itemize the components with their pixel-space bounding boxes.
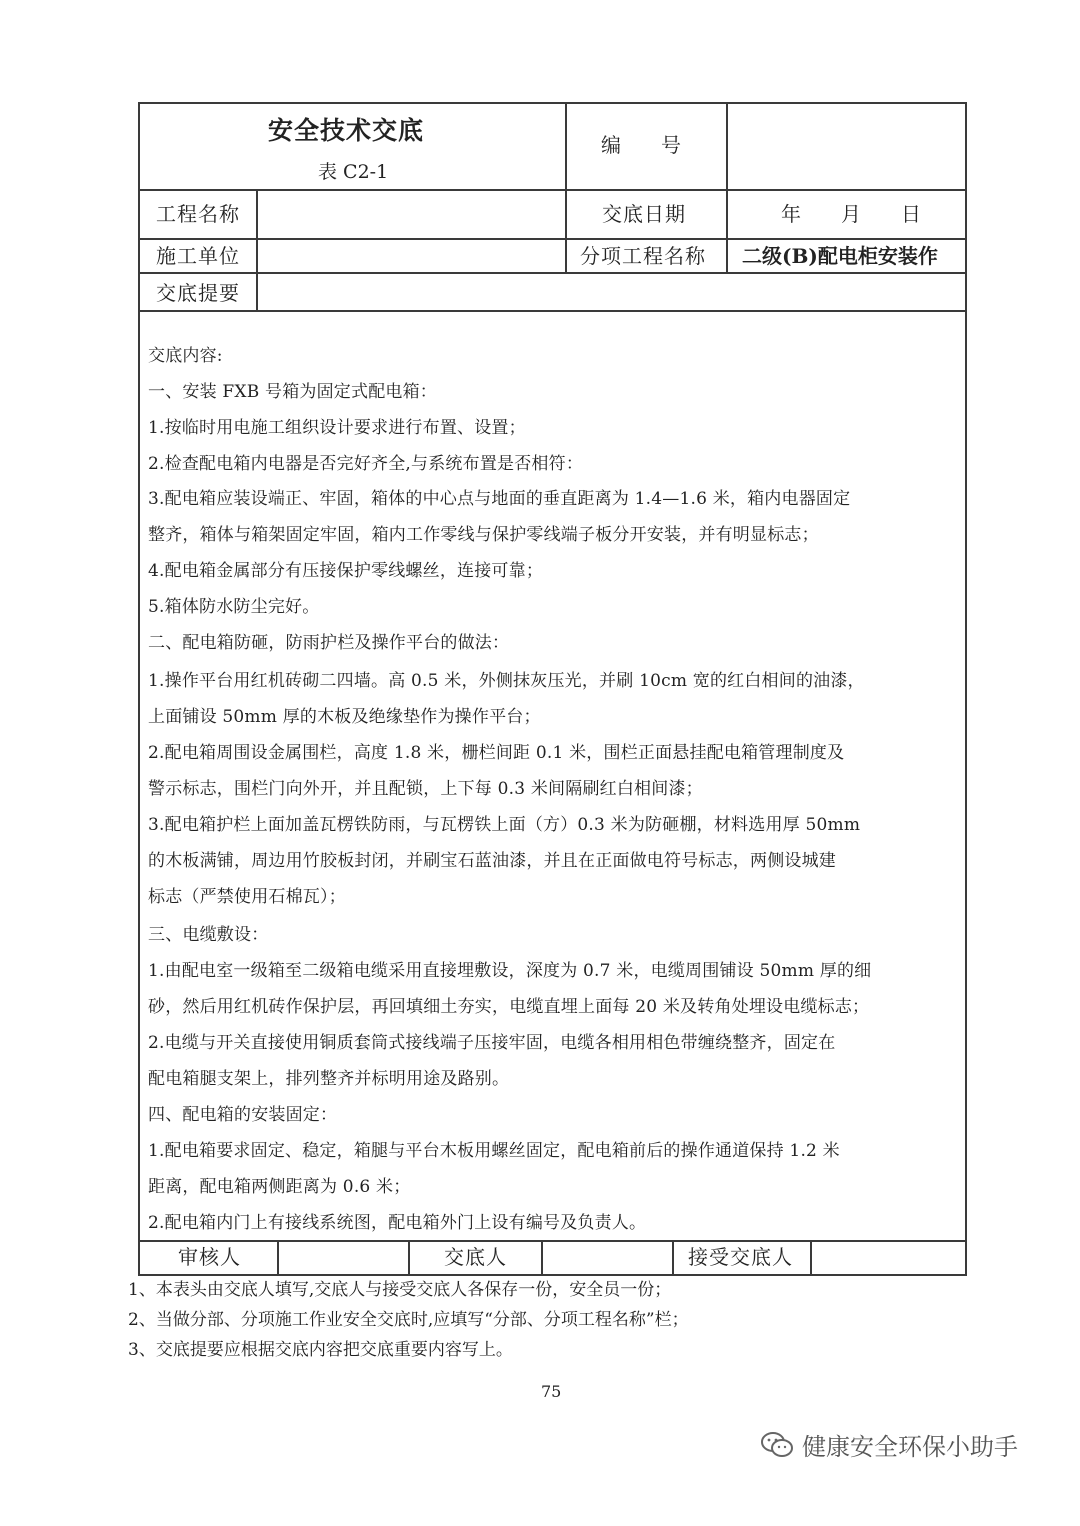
content-line: 整齐，箱体与箱架固定牢固，箱内工作零线与保护零线端子板分开安装，并有明显标志； xyxy=(148,525,819,545)
reviewer-label: 审核人 xyxy=(178,1245,241,1269)
vrule-sig-3 xyxy=(541,1240,543,1275)
rule-after-project xyxy=(138,238,967,240)
content-line: 1.配电箱要求固定、稳定，箱腿与平台木板用螺丝固定，配电箱前后的操作通道保持 1.2 米 xyxy=(148,1141,840,1161)
content-line: 警示标志，围栏门向外开，并且配锁，上下每 0.3 米间隔刷红白相间漆； xyxy=(148,779,703,799)
content-line: 3.配电箱护栏上面加盖瓦楞铁防雨，与瓦楞铁上面（方）0.3 米为防砸棚，材料选用厚 50mm xyxy=(148,815,861,835)
date-value: 年 月 日 xyxy=(781,202,921,226)
watermark-text: 健康安全环保小助手 xyxy=(802,1433,1018,1461)
content-line: 一、安装 FXB 号箱为固定式配电箱： xyxy=(148,382,437,402)
content-line: 1.按临时用电施工组织设计要求进行布置、设置； xyxy=(148,418,526,438)
vrule-sig-4 xyxy=(672,1240,674,1275)
note-2: 2、当做分部、分项施工作业安全交底时,应填写“分部、分项工程名称”栏； xyxy=(128,1310,689,1330)
content-line: 1.由配电室一级箱至二级箱电缆采用直接埋敷设，深度为 0.7 米，电缆周围铺设 50mm 厚的细 xyxy=(148,961,872,981)
table-border-right xyxy=(965,102,967,1276)
number-label: 编 号 xyxy=(601,133,681,157)
vrule-header-mid xyxy=(565,102,567,273)
sub-project-value: 二级(B)配电柜安装作 xyxy=(742,244,938,268)
content-line: 2.检查配电箱内电器是否完好齐全,与系统布置是否相符： xyxy=(148,454,584,474)
content-line: 3.配电箱应装设端正、牢固，箱体的中心点与地面的垂直距离为 1.4—1.6 米，箱内电器固定 xyxy=(148,489,851,509)
sub-project-label: 分项工程名称 xyxy=(580,244,706,268)
content-line: 4.配电箱金属部分有压接保护零线螺丝，连接可靠； xyxy=(148,561,544,581)
content-line: 砂，然后用红机砖作保护层，再回填细土夯实，电缆直埋上面每 20 米及转角处埋设电缆标志； xyxy=(148,997,870,1017)
form-code: 表 C2-1 xyxy=(318,161,389,183)
vrule-sig-5 xyxy=(810,1240,812,1275)
content-line: 2.配电箱内门上有接线系统图，配电箱外门上设有编号及负责人。 xyxy=(148,1213,647,1233)
note-1: 1、本表头由交底人填写,交底人与接受交底人各保存一份，安全员一份； xyxy=(128,1280,672,1300)
wechat-icon xyxy=(760,1431,794,1459)
content-line: 2.电缆与开关直接使用铜质套筒式接线端子压接牢固，电缆各相用相色带缠绕整齐，固定在 xyxy=(148,1033,836,1053)
table-border-top xyxy=(138,102,967,104)
discloser-label: 交底人 xyxy=(444,1245,507,1269)
content-line: 三、电缆敷设： xyxy=(148,925,269,945)
table-border-bottom xyxy=(138,1274,967,1276)
table-border-left xyxy=(138,102,140,1276)
content-line: 5.箱体防水防尘完好。 xyxy=(148,597,320,617)
vrule-header-right xyxy=(726,102,728,273)
content-line: 1.操作平台用红机砖砌二四墙。高 0.5 米，外侧抹灰压光，并刷 10cm 宽的红白相间的油漆， xyxy=(148,671,865,691)
content-line: 配电箱腿支架上，排列整齐并标明用途及路别。 xyxy=(148,1069,510,1089)
project-name-label: 工程名称 xyxy=(156,202,240,226)
date-label: 交底日期 xyxy=(602,202,686,226)
rule-before-signatures xyxy=(138,1240,967,1242)
content-line: 标志（严禁使用石棉瓦）； xyxy=(148,887,346,907)
vrule-sig-2 xyxy=(408,1240,410,1275)
content-line: 二、配电箱防砸，防雨护栏及操作平台的做法： xyxy=(148,633,510,653)
summary-label: 交底提要 xyxy=(156,281,240,305)
rule-after-unit xyxy=(138,272,967,274)
content-line: 距离，配电箱两侧距离为 0.6 米； xyxy=(148,1177,411,1197)
receiver-label: 接受交底人 xyxy=(688,1245,793,1269)
vrule-label-col xyxy=(256,189,258,311)
content-line: 2.配电箱周围设金属围栏，高度 1.8 米，栅栏间距 0.1 米，围栏正面悬挂配电箱管理制度及 xyxy=(148,743,845,763)
page-number: 75 xyxy=(541,1382,562,1401)
rule-after-summary xyxy=(138,310,967,312)
unit-label: 施工单位 xyxy=(156,244,240,268)
vrule-sig-1 xyxy=(277,1240,279,1275)
content-line: 上面铺设 50mm 厚的木板及绝缘垫作为操作平台； xyxy=(148,707,541,727)
content-line: 的木板满铺，周边用竹胶板封闭，并刷宝石蓝油漆，并且在正面做电符号标志，两侧设城建 xyxy=(148,851,836,871)
rule-after-header xyxy=(138,189,967,191)
note-3: 3、交底提要应根据交底内容把交底重要内容写上。 xyxy=(128,1340,513,1360)
watermark xyxy=(760,1427,1018,1462)
content-heading: 交底内容: xyxy=(148,346,223,366)
content-line: 四、配电箱的安装固定： xyxy=(148,1105,338,1125)
document-title: 安全技术交底 xyxy=(268,116,425,145)
